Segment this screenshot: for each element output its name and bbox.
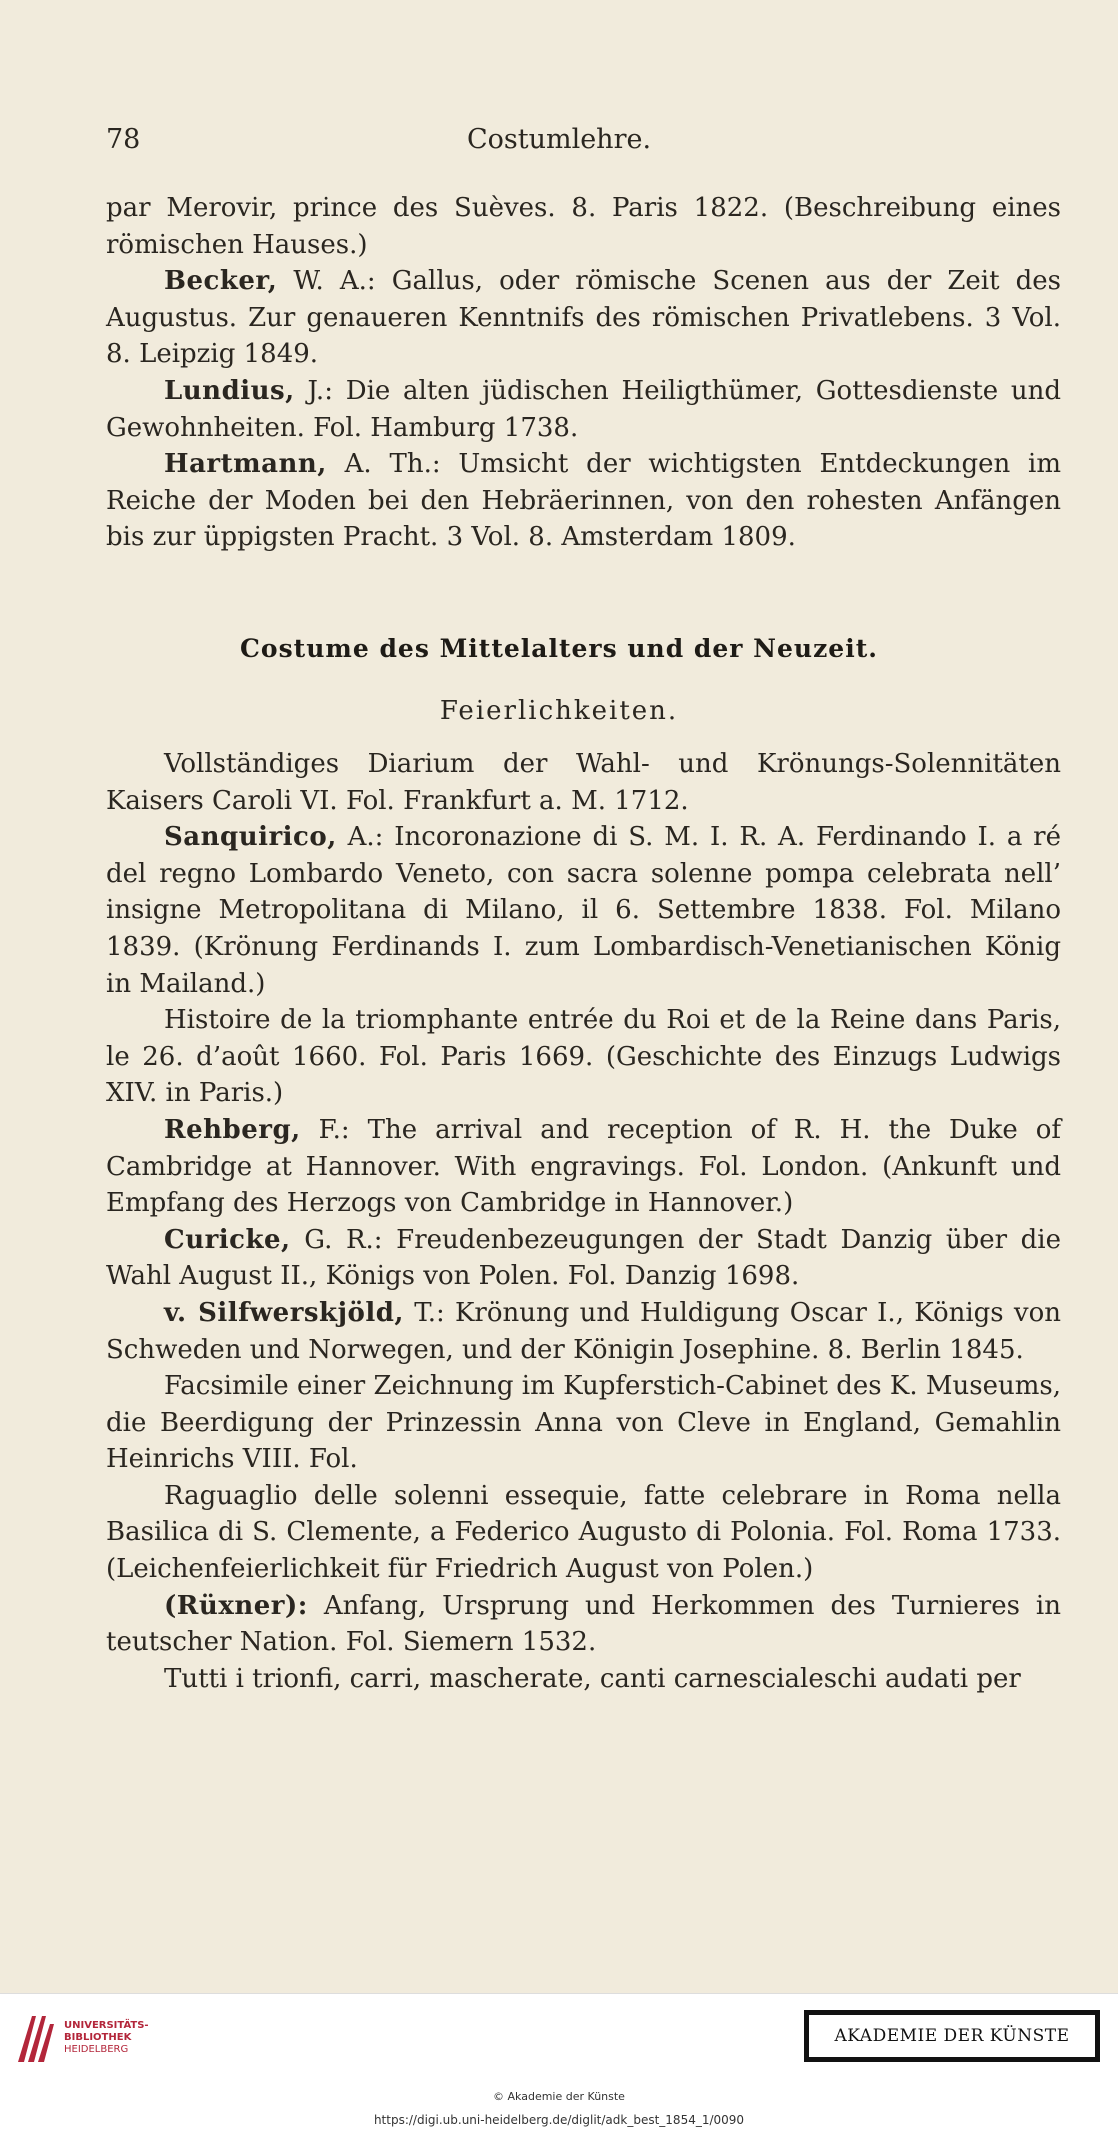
akademie-der-kuenste-button[interactable]: [804, 2010, 1100, 2062]
bibliography-entry: [106, 1661, 1061, 1698]
author-name: v. Silfwerskjöld,: [164, 1297, 404, 1328]
page-number: 78: [106, 124, 141, 155]
bibliography-entry: [106, 746, 1061, 819]
author-name: Sanquirico,: [164, 822, 337, 853]
entry-text: T.: Krönung und Huldigung Oscar I., Königs von Schweden und Norwegen, und der Königin Josephine. 8. Berlin 1845.: [106, 1297, 1061, 1365]
bibliography-entry: [106, 1588, 1061, 1661]
author-name: Rehberg,: [164, 1114, 301, 1145]
entry-text: Facsimile einer Zeichnung im Kupferstich-Cabinet des K. Museums, die Beerdigung der Prinzessin Anna von Cleve in England, Gemahlin Heinrichs VIII. Fol.: [106, 1371, 1061, 1475]
bibliography-entry: [106, 1478, 1061, 1588]
bibliography-entry: [106, 373, 1061, 446]
sub-heading: Feierlichkeiten.: [439, 696, 679, 726]
entry-text: A.: Incoronazione di S. M. I. R. A. Ferdinando I. a ré del regno Lombardo Veneto, con sacra solenne pompa celebrata nell’ insigne Metropolitana di Milano, il 6. Settembre 1838. Fol. Milano 1839. (Krönung Ferdinands I. zum Lombardisch-Venetianischen König in Mailand.): [106, 822, 1061, 999]
bibliography-entry: [106, 1112, 1061, 1222]
bibliography-entry: [106, 263, 1061, 373]
entry-text: Tutti i trionfi, carri, mascherate, canti carnescialeschi audati per: [164, 1663, 1021, 1694]
bibliography-entry: [106, 1002, 1061, 1112]
viewer-footer: [0, 1993, 1118, 2132]
library-logo-text: UNIVERSITÄTS- BIBLIOTHEK HEIDELBERG: [64, 2020, 149, 2055]
bibliography-block-main: [106, 746, 1061, 1697]
entry-text: W. A.: Gallus, oder römische Scenen aus der Zeit des Augustus. Zur genaueren Kenntnifs des römischen Privatlebens. 3 Vol. 8. Leipzig 1849.: [106, 266, 1061, 370]
page-title: Costumlehre.: [466, 124, 652, 155]
section-heading: Costume des Mittelalters und der Neuzeit.: [240, 634, 878, 663]
entry-text: par Merovir, prince des Suèves. 8. Paris 1822. (Beschreibung eines römischen Hauses.): [106, 193, 1061, 260]
bibliography-entry: [106, 1368, 1061, 1478]
author-name: Becker,: [164, 266, 278, 297]
bibliography-entry: [106, 1222, 1061, 1295]
library-logo-icon: [14, 2008, 58, 2066]
entry-text: Histoire de la triomphante entrée du Roi et de la Reine dans Paris, le 26. d’août 1660. Fol. Paris 1669. (Geschichte des Einzugs Ludwigs XIV. in Paris.): [106, 1005, 1061, 1109]
entry-text: F.: The arrival and reception of R. H. the Duke of Cambridge at Hannover. With engravings. Fol. London. (Ankunft und Empfang des Herzogs von Cambridge in Hannover.): [106, 1114, 1061, 1219]
bibliography-block-top: [106, 190, 1061, 556]
bibliography-entry: [106, 446, 1061, 556]
bibliography-entry: [106, 1295, 1061, 1368]
entry-text: Anfang, Ursprung und Herkommen des Turnieres in teutscher Nation. Fol. Siemern 1532.: [106, 1590, 1061, 1658]
entry-text: Vollständiges Diarium der Wahl- und Krönungs-Solennitäten Kaisers Caroli VI. Fol. Frankfurt a. M. 1712.: [106, 749, 1061, 816]
entry-text: J.: Die alten jüdischen Heiligthümer, Gottesdienste und Gewohnheiten. Fol. Hamburg 1738.: [106, 375, 1061, 443]
author-name: Hartmann,: [164, 449, 327, 480]
entry-text: G. R.: Freudenbezeugungen der Stadt Danzig über die Wahl August II., Königs von Polen. Fol. Danzig 1698.: [106, 1224, 1061, 1292]
running-head: [0, 124, 1118, 164]
author-name: Curicke,: [164, 1224, 291, 1255]
entry-text: A. Th.: Umsicht der wichtigsten Entdeckungen im Reiche der Moden bei den Hebräerinnen, von den rohesten Anfängen bis zur üppigsten Pracht. 3 Vol. 8. Amsterdam 1809.: [106, 449, 1061, 553]
permalink-url[interactable]: https://digi.ub.uni-heidelberg.de/diglit/adk_best_1854_1/0090: [373, 2113, 745, 2127]
bibliography-entry: [106, 190, 1061, 263]
entry-text: Raguaglio delle solenni essequie, fatte celebrare in Roma nella Basilica di S. Clemente, a Federico Augusto di Polonia. Fol. Roma 1733. (Leichenfeierlichkeit für Friedrich August von Polen.): [106, 1480, 1061, 1585]
author-name: Lundius,: [164, 375, 295, 406]
bibliography-entry: [106, 819, 1061, 1002]
author-name: (Rüxner):: [164, 1590, 308, 1621]
akademie-der-kuenste-label: AKADEMIE DER KÜNSTE: [809, 2015, 1095, 2057]
copyright-notice: © Akademie der Künste: [493, 2090, 625, 2103]
library-logo[interactable]: [14, 2008, 164, 2072]
